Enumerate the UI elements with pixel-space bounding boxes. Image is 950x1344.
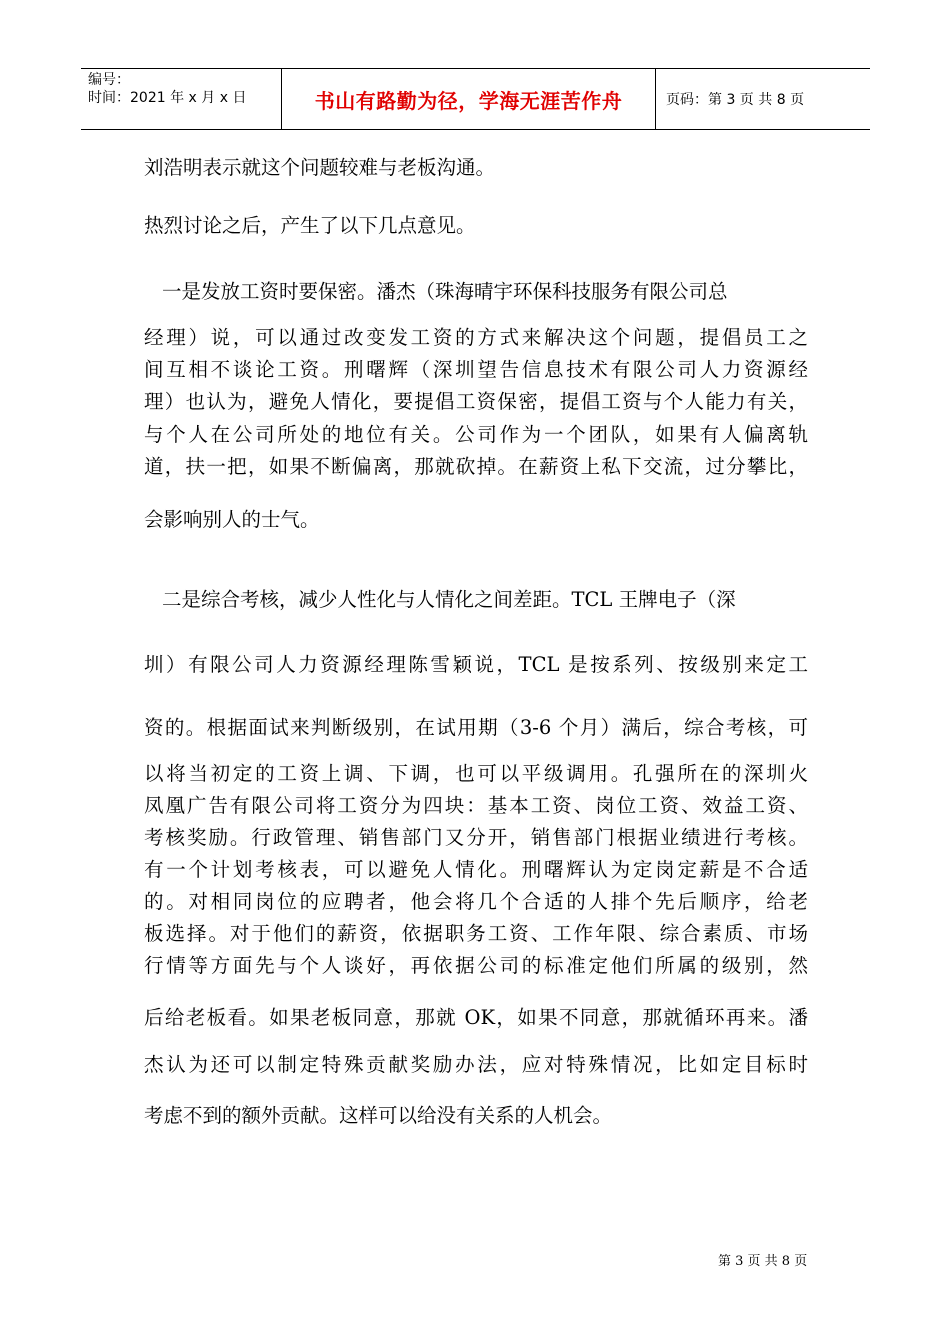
text-line: 杰认为还可以制定特殊贡献奖励办法，应对特殊情况，比如定目标时	[144, 1053, 808, 1076]
text-line: 后给老板看。如果老板同意，那就 OK，如果不同意，那就循环再来。潘	[144, 1006, 808, 1029]
text-line: 与个人在公司所处的地位有关。公司作为一个团队，如果有人偏离轨	[144, 423, 808, 446]
text-line: 会影响别人的士气。	[144, 508, 320, 531]
text-line: 板选择。对于他们的薪资，依据职务工资、工作年限、综合素质、市场	[144, 922, 808, 945]
text-line: 行情等方面先与个人谈好，再依据公司的标准定他们所属的级别，然	[144, 954, 808, 977]
text-line: 凤凰广告有限公司将工资分为四块：基本工资、岗位工资、效益工资、	[144, 794, 808, 817]
page-header	[81, 68, 870, 130]
text-line: 资的。根据面试来判断级别，在试用期（3-6 个月）满后，综合考核，可	[144, 716, 808, 739]
text-line: 二是综合考核，减少人性化与人情化之间差距。TCL 王牌电子（深	[162, 588, 736, 611]
text-line: 道，扶一把，如果不断偏离，那就砍掉。在薪资上私下交流，过分攀比，	[144, 455, 808, 478]
text-line: 考核奖励。行政管理、销售部门又分开，销售部门根据业绩进行考核。	[144, 826, 808, 849]
header-meta	[81, 69, 282, 129]
text-line: 以将当初定的工资上调、下调，也可以平级调用。孔强所在的深圳火	[144, 762, 808, 785]
text-line: 刘浩明表示就这个问题较难与老板沟通。	[144, 156, 496, 179]
number-label: 编号：	[88, 72, 130, 88]
text-line: 考虑不到的额外贡献。这样可以给没有关系的人机会。	[144, 1104, 613, 1127]
text-line: 间互相不谈论工资。刑曙辉（深圳望告信息技术有限公司人力资源经	[144, 358, 808, 381]
time-label: 时间：2021 年 x 月 x 日	[88, 90, 247, 106]
text-line: 经理）说，可以通过改变发工资的方式来解决这个问题，提倡员工之	[144, 326, 808, 349]
page-footer: 第 3 页 共 8 页	[718, 1254, 808, 1269]
text-line: 热烈讨论之后，产生了以下几点意见。	[144, 214, 476, 237]
header-page-info: 页码：第 3 页 共 8 页	[666, 92, 805, 108]
text-line: 理）也认为，避免人情化，要提倡工资保密，提倡工资与个人能力有关，	[144, 390, 808, 413]
text-line: 圳）有限公司人力资源经理陈雪颖说，TCL 是按系列、按级别来定工	[144, 653, 808, 676]
header-motto: 书山有路勤为径，学海无涯苦作舟	[282, 69, 656, 129]
text-line: 有一个计划考核表，可以避免人情化。刑曙辉认为定岗定薪是不合适	[144, 858, 808, 881]
text-line: 的。对相同岗位的应聘者，他会将几个合适的人排个先后顺序，给老	[144, 890, 808, 913]
text-line: 一是发放工资时要保密。潘杰（珠海晴宇环保科技服务有限公司总	[162, 280, 728, 303]
